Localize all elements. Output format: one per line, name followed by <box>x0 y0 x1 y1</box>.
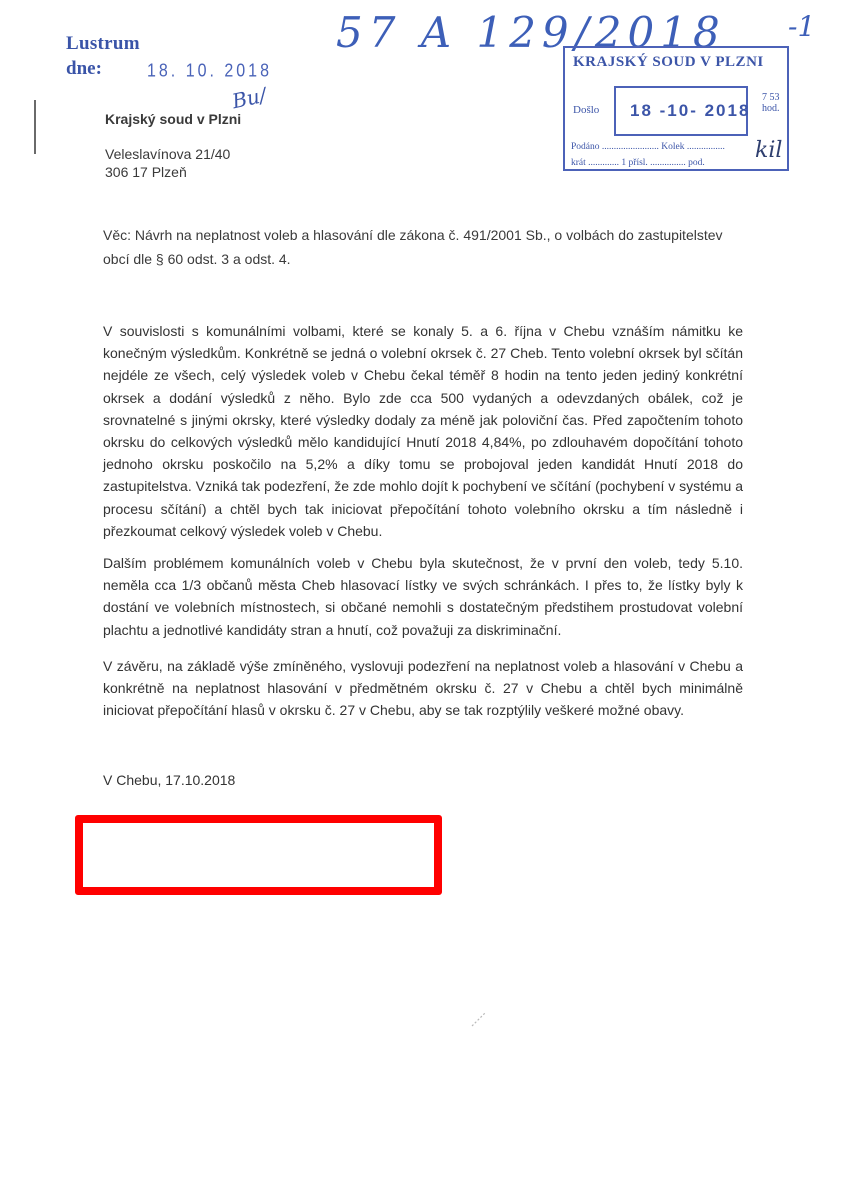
recipient-name: Krajský soud v Plzni <box>105 111 242 127</box>
body-paragraph-3: V závěru, na základě výše zmíněného, vyslovuji podezření na neplatnost voleb a hlasování v Chebu a konkrétně na neplatnost hlasování v předmětném okrsku č. 27 v Chebu a chtěl bych minimálně iniciovat přepočítání hlasů v okrsku č. 27 v Chebu, aby se tak rozptýlily veškeré možné obavy. <box>103 658 743 719</box>
stamp-podano-label: Podáno <box>571 142 600 152</box>
stamp-signature: kil <box>755 138 783 163</box>
stamp-date-box <box>614 86 751 136</box>
stamp-doslo-label: Došlo <box>573 104 600 116</box>
stamp-prisl-label: přísl. <box>628 158 648 168</box>
recipient-city: 306 17 Plzeň <box>105 164 187 180</box>
recipient-street: Veleslavínova 21/40 <box>105 146 231 162</box>
stamp-podano-row: Podáno ........................ Kolek ................ <box>571 142 725 152</box>
stamp-pod-label: pod. <box>688 158 705 168</box>
stamp-krat-row: krát ............. 1 přísl. ............... pod. <box>571 158 705 168</box>
stamp-hour-value: 7 53 <box>762 92 780 103</box>
court-receipt-stamp <box>563 46 789 171</box>
body-paragraph-2: Dalším problémem komunálních voleb v Chebu byla skutečnost, že v první den voleb, tedy 5.10. neměla cca 1/3 občanů města Cheb hlasovací lístky ve svých schránkách. I přes to, že lístky byly k dostání ve volebních místnostech, si občané nemohli s dostatečným předstihem prostudovat volební plachtu a jednotlivé kandidáty stran a hnutí, což považuji za diskriminační. <box>103 555 743 638</box>
stamp-krat-value: 1 <box>621 158 627 168</box>
margin-mark <box>34 100 36 154</box>
case-number: 57 A 129/2018 <box>336 8 726 57</box>
redacted-signature-box <box>75 815 442 895</box>
stamp-krat-label: krát <box>571 158 586 168</box>
place-and-date: V Chebu, 17.10.2018 <box>103 772 236 788</box>
handwritten-initials: Bu/ <box>229 82 269 114</box>
stamp-hod-label: hod. <box>762 103 780 114</box>
corner-mark: -1 <box>788 10 816 43</box>
stamp-title: KRAJSKÝ SOUD V PLZNI <box>573 54 764 70</box>
stamp-date: 18 -10- 2018 <box>630 101 751 120</box>
subject-line: Věc: Návrh na neplatnost voleb a hlasování dle zákona č. 491/2001 Sb., o volbách do zastupitelstev obcí dle § 60 odst. 3 a odst. 4. <box>103 227 723 267</box>
dne-date-stamp: 18. 10. 2018 <box>147 61 272 82</box>
lustrum-label: Lustrum <box>66 33 140 54</box>
stamp-kolek-label: Kolek <box>661 142 685 152</box>
stamp-hour <box>762 92 780 114</box>
body-paragraph-1: V souvislosti s komunálními volbami, které se konaly 5. a 6. října v Chebu vznáším námitku ke konečným výsledkům. Konkrétně se jedná o volební okrsek č. 27 Cheb. Tento volební okrsek byl sčítán nejdéle ze všech, celý výsledek voleb v Chebu čekal téměř 8 hodin na tento jeden jediný konkrétní okrsek a dodání výsledků z něho. Bylo zde cca 500 vydaných a odevzdaných obálek, což je srovnatelné s jinými okrsky, které výsledky dodaly za méně jak poloviční čas. Před započtením tohoto okrsku do celkových výsledků mělo kandidující Hnutí 2018 4,84%, po zdlouhavém dopočítání tohoto jednoho okrsku poskočilo na 5,2% a díky tomu se probojoval jeden kandidát Hnutí 2018 do zastupitelstva. Vzniká tak podezření, že zde mohlo dojít k pochybení ve sčítání (pochybení v systému a procesu sčítání) a chtěl bych tak iniciovat přepočítání tohoto volebního okrsku a tím následně i přezkoumat celkový výsledek voleb v Chebu. <box>103 323 743 539</box>
scan-speck <box>470 1010 488 1028</box>
dne-label: dne: <box>66 58 102 79</box>
